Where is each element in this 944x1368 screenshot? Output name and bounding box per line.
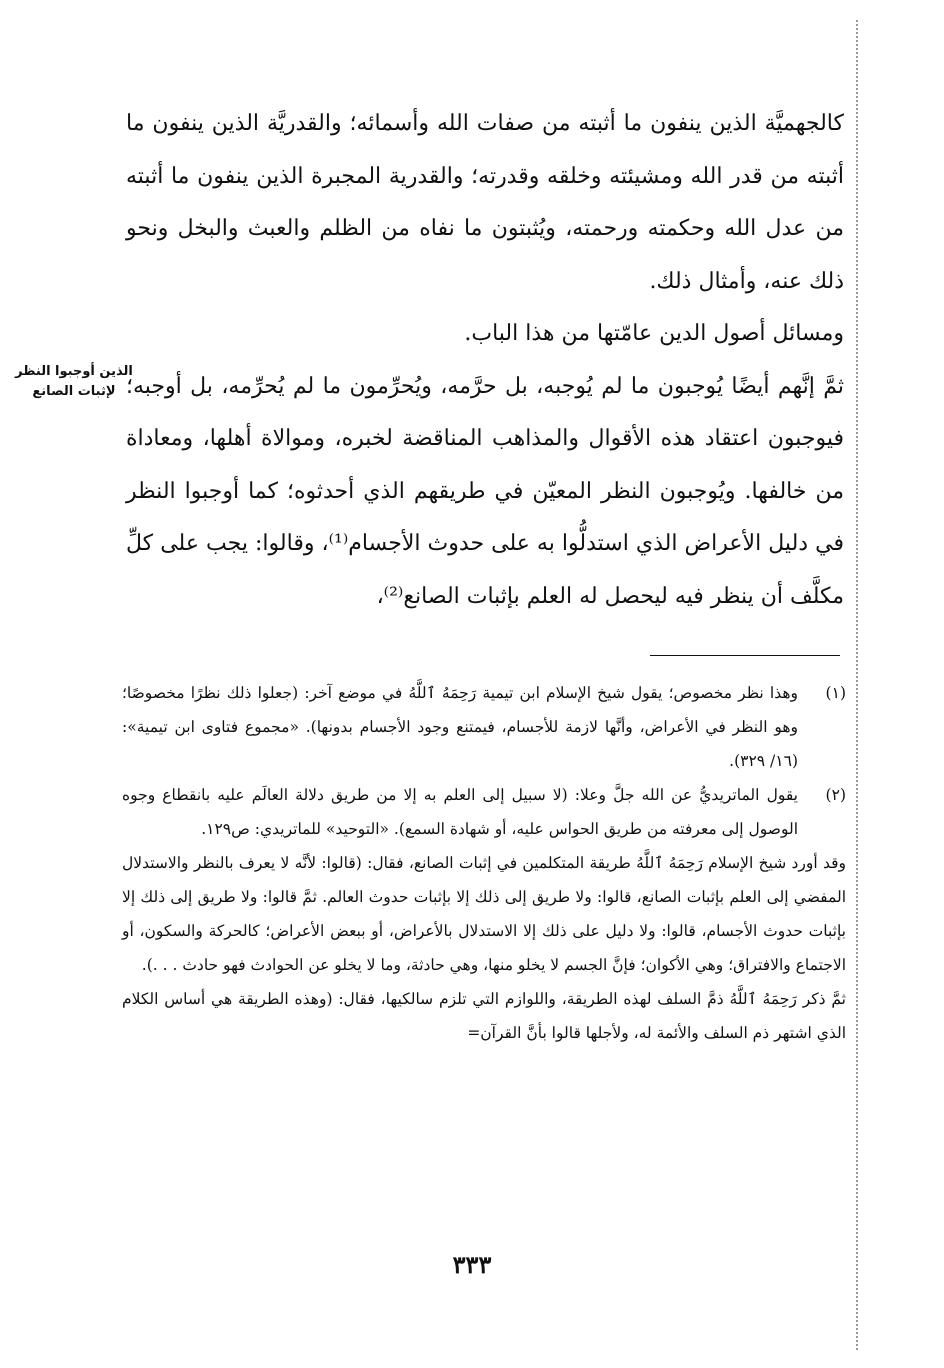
footnote-number: (٢) bbox=[825, 786, 846, 804]
footnote-separator bbox=[650, 655, 840, 656]
margin-note: الذين أوجبوا النظر لإثبات الصانع bbox=[15, 364, 133, 399]
paragraph: ثمَّ إنَّهم أيضًا يُوجبون ما لم يُوجبه، بل حرَّمه، ويُحرِّمون ما لم يُحرِّمه، بل أوجبه؛ فيوجبون اعتقاد هذه الأقوال والمذاهب المناقضة لخبره، وموالاة أهلها، ومعاداة من خالفها. ويُوجبون النظر المعيّن في طريقهم الذي أحدثوه؛ كما أوجبوا النظر في دليل الأعراض الذي استدلُّوا به على حدوث الأجسام⁽¹⁾، وقالوا: يجب على كلِّ مكلَّف أن ينظر فيه ليحصل له العلم بإثبات الصانع⁽²⁾، bbox=[126, 373, 844, 609]
footnote-continuation: ثمَّ ذكر رَحِمَهُ ٱللَّهُ ذمَّ السلف لهذه الطريقة، واللوازم التي تلزم سالكيها، فقال: (وهذه الطريقة هي أساس الكلام الذي اشتهر ذم السلف والأئمة له، ولأجلها قالوا بأنَّ القرآن= bbox=[122, 990, 846, 1042]
main-text bbox=[126, 98, 844, 623]
paragraph: ومسائل أصول الدين عامّتها من هذا الباب. bbox=[464, 321, 844, 346]
footnote-continuation: وقد أورد شيخ الإسلام رَحِمَهُ ٱللَّهُ طريقة المتكلمين في إثبات الصانع، فقال: (قالوا: لأنَّه لا يعرف بالنظر والاستدلال المفضي إلى العلم بإثبات الصانع، قالوا: ولا طريق إلى ذلك إلا بإثبات حدوث العالم. ثمَّ قالوا: ولا طريق إلى ذلك إلا بإثبات حدوث الأجسام، قالوا: ولا دليل على ذلك إلا الاستدلال بالأعراض، أو ببعض الأعراض؛ كالحركة والسكون، أو الاجتماع والافتراق؛ وهي الأكوان؛ فإنَّ الجسم لا يخلو منها، وهي حادثة، وما لا يخلو عن الحوادث فهو حادث . . .). bbox=[122, 854, 846, 974]
footnote-1 bbox=[122, 676, 846, 778]
footnote-text: يقول الماتريديُّ عن الله جلَّ وعلا: (لا سبيل إلى العلم به إلا من طريق دلالة العالَم عليه بانقطاع وجوه الوصول إلى معرفته من طريق الحواس عليه، أو شهادة السمع). «التوحيد» للماتريدي: ص١٢٩. bbox=[122, 786, 798, 838]
footnote-number: (١) bbox=[825, 684, 846, 702]
page-number: ٣٣٣ bbox=[452, 1250, 492, 1279]
footnote-2 bbox=[122, 778, 846, 846]
scan-edge-dotted-line bbox=[856, 20, 858, 1350]
paragraph: كالجهميَّة الذين ينفون ما أثبته من صفات الله وأسمائه؛ والقدريَّة الذين ينفون ما أثبته من قدر الله ومشيئته وخلقه وقدرته؛ والقدرية المجبرة الذين ينفون ما أثبته من عدل الله وحكمته ورحمته، ويُثبتون ما نفاه من الظلم والعبث والبخل ونحو ذلك عنه، وأمثال ذلك. bbox=[126, 111, 844, 294]
footnotes bbox=[122, 676, 846, 1050]
footnote-text: وهذا نظر مخصوص؛ يقول شيخ الإسلام ابن تيمية رَحِمَهُ ٱللَّهُ في موضع آخر: (جعلوا ذلك نظرًا مخصوصًا؛ وهو النظر في الأعراض، وأنَّها لازمة للأجسام، فيمتنع وجود الأجسام بدونها). «مجموع فتاوى ابن تيمية»: (١٦/ ٣٢٩). bbox=[122, 684, 798, 770]
